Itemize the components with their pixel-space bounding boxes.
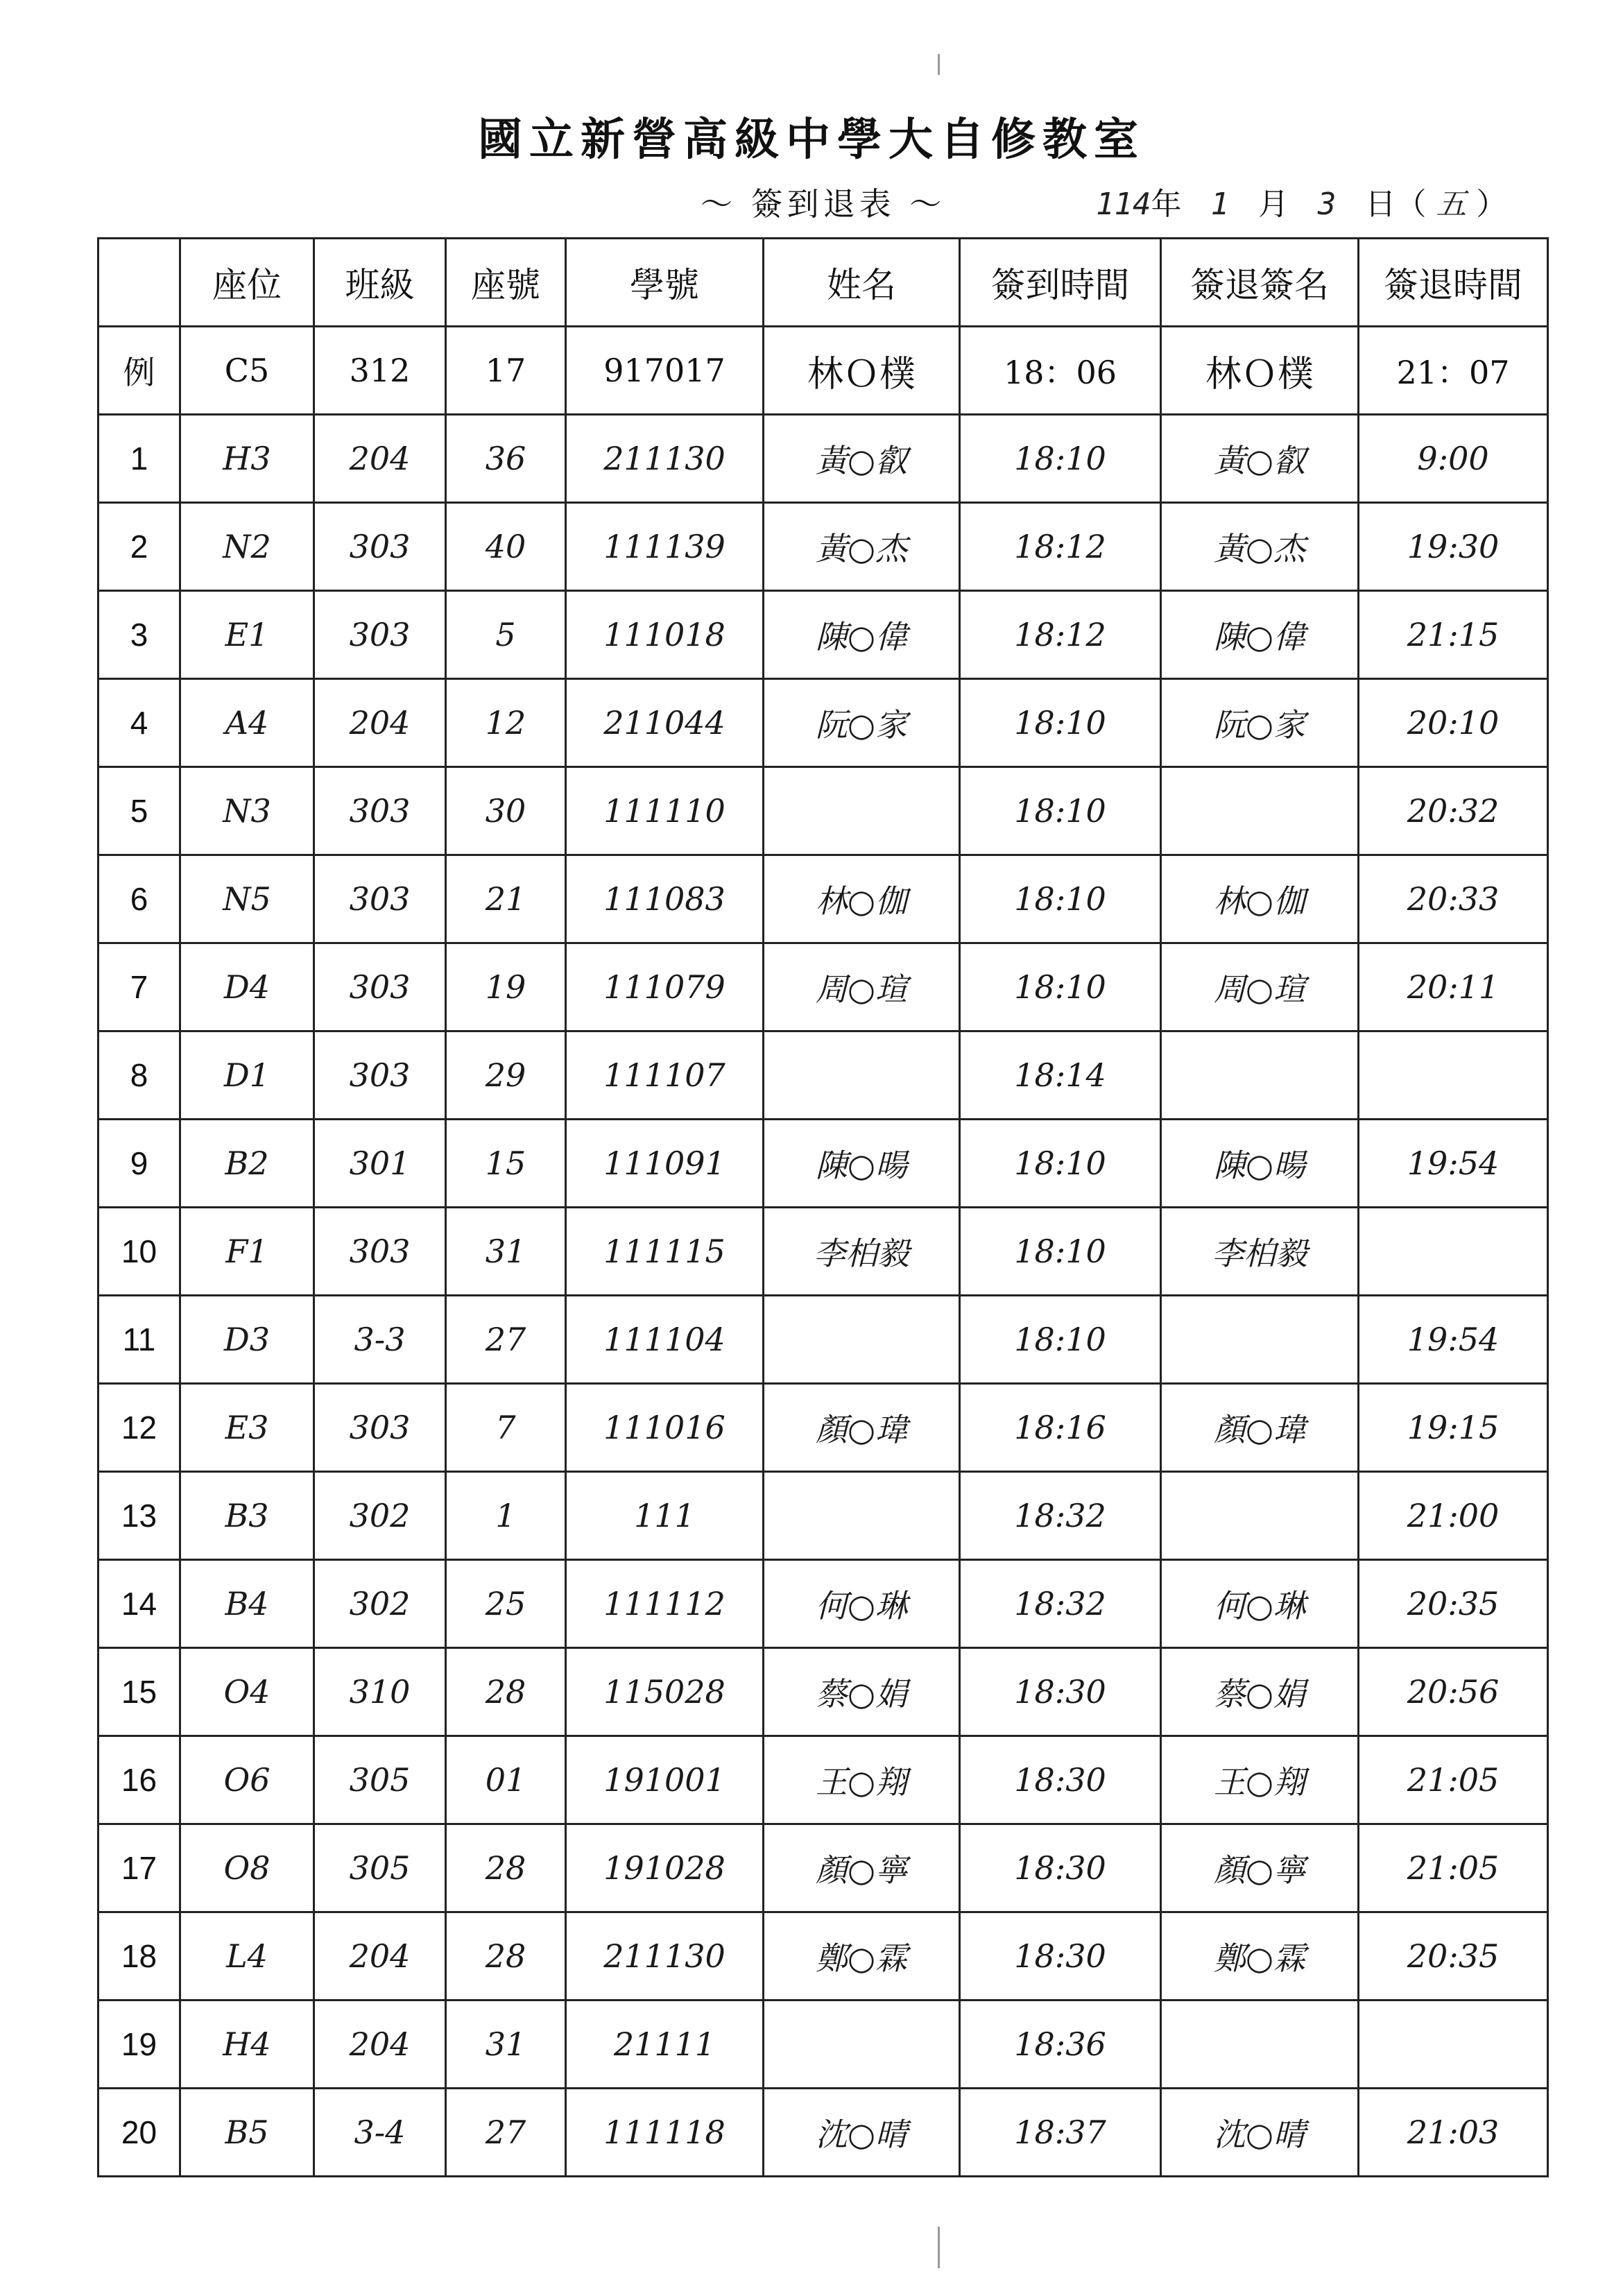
sign-out-time-cell: 20:10 [1359, 679, 1548, 767]
row-number: 11 [98, 1296, 180, 1384]
name-signature-cell [764, 1472, 960, 1560]
class-cell: 303 [314, 1384, 446, 1472]
row-number: 14 [98, 1560, 180, 1648]
row-number: 10 [98, 1208, 180, 1296]
name-signature-cell: 周○瑄 [764, 943, 960, 1031]
table-row [98, 2001, 1548, 2089]
table-row [98, 1120, 1548, 1208]
sign-in-time-cell: 18:37 [960, 2089, 1161, 2177]
class-cell: 303 [314, 767, 446, 855]
sign-out-time-cell: 21:15 [1359, 591, 1548, 679]
student-id-cell: 111016 [566, 1384, 764, 1472]
seat-cell: B4 [180, 1560, 314, 1648]
class-cell: 303 [314, 1208, 446, 1296]
name-signature-cell: 陳○暘 [764, 1120, 960, 1208]
column-header: 姓名 [764, 239, 960, 327]
seat-number-cell: 19 [446, 943, 566, 1031]
sign-in-time-cell: 18:32 [960, 1472, 1161, 1560]
sign-in-time-cell: 18:10 [960, 767, 1161, 855]
table-row [98, 1296, 1548, 1384]
name-signature-cell: 林○伽 [764, 855, 960, 943]
student-id-cell: 111104 [566, 1296, 764, 1384]
student-id-cell: 111018 [566, 591, 764, 679]
name-signature-cell: 沈○晴 [764, 2089, 960, 2177]
column-header: 簽退簽名 [1161, 239, 1359, 327]
row-number: 2 [98, 503, 180, 591]
table-row [98, 415, 1548, 503]
name-signature-cell: 阮○家 [764, 679, 960, 767]
seat-cell: D4 [180, 943, 314, 1031]
sign-in-time-cell: 18:32 [960, 1560, 1161, 1648]
example-sign-in: 18：06 [960, 327, 1161, 415]
sign-out-time-cell: 19:15 [1359, 1384, 1548, 1472]
class-cell: 303 [314, 591, 446, 679]
date-month: 1 [1210, 187, 1229, 222]
table-row [98, 1208, 1548, 1296]
table-row [98, 1472, 1548, 1560]
seat-number-cell: 28 [446, 1912, 566, 2001]
sign-out-signature-cell: 黃○叡 [1161, 415, 1359, 503]
table-row [98, 1736, 1548, 1824]
table-row [98, 679, 1548, 767]
row-number: 17 [98, 1824, 180, 1912]
column-header: 座號 [446, 239, 566, 327]
column-header: 班級 [314, 239, 446, 327]
document-title: 國立新營高級中學大自修教室 [478, 114, 1145, 166]
seat-number-cell: 28 [446, 1648, 566, 1736]
student-id-cell: 111112 [566, 1560, 764, 1648]
sign-out-signature-cell: 鄭○霖 [1161, 1912, 1359, 2001]
sign-in-time-cell: 18:10 [960, 415, 1161, 503]
sign-out-signature-cell [1161, 1296, 1359, 1384]
student-id-cell: 115028 [566, 1648, 764, 1736]
row-number: 20 [98, 2089, 180, 2177]
table-row [98, 591, 1548, 679]
name-signature-cell [764, 767, 960, 855]
row-number: 18 [98, 1912, 180, 2001]
sign-out-signature-cell [1161, 1472, 1359, 1560]
sign-in-time-cell: 18:10 [960, 1208, 1161, 1296]
seat-number-cell: 12 [446, 679, 566, 767]
seat-cell: E3 [180, 1384, 314, 1472]
seat-number-cell: 31 [446, 1208, 566, 1296]
name-signature-cell: 蔡○娟 [764, 1648, 960, 1736]
student-id-cell: 191001 [566, 1736, 764, 1824]
name-signature-cell [764, 2001, 960, 2089]
example-sign-out: 21：07 [1359, 327, 1548, 415]
name-signature-cell [764, 1296, 960, 1384]
seat-cell: N3 [180, 767, 314, 855]
seat-cell: B5 [180, 2089, 314, 2177]
row-number: 3 [98, 591, 180, 679]
sign-out-time-cell: 20:33 [1359, 855, 1548, 943]
table-row [98, 1560, 1548, 1648]
student-id-cell: 191028 [566, 1824, 764, 1912]
student-id-cell: 111115 [566, 1208, 764, 1296]
seat-cell: O8 [180, 1824, 314, 1912]
name-signature-cell: 王○翔 [764, 1736, 960, 1824]
table-row [98, 2089, 1548, 2177]
sign-out-time-cell: 21:03 [1359, 2089, 1548, 2177]
seat-cell: N2 [180, 503, 314, 591]
student-id-cell: 111083 [566, 855, 764, 943]
seat-cell: D3 [180, 1296, 314, 1384]
sign-out-time-cell [1359, 2001, 1548, 2089]
class-cell: 301 [314, 1120, 446, 1208]
date-year-unit: 年 [1151, 187, 1182, 222]
seat-cell: F1 [180, 1208, 314, 1296]
seat-cell: O6 [180, 1736, 314, 1824]
row-number: 13 [98, 1472, 180, 1560]
row-number: 12 [98, 1384, 180, 1472]
name-signature-cell: 黃○叡 [764, 415, 960, 503]
sign-out-time-cell: 20:32 [1359, 767, 1548, 855]
row-number: 15 [98, 1648, 180, 1736]
student-id-cell: 111107 [566, 1031, 764, 1120]
sign-out-signature-cell [1161, 1031, 1359, 1120]
example-seat: C5 [180, 327, 314, 415]
row-number: 5 [98, 767, 180, 855]
class-cell: 204 [314, 1912, 446, 2001]
name-signature-cell: 鄭○霖 [764, 1912, 960, 2001]
sign-in-time-cell: 18:36 [960, 2001, 1161, 2089]
seat-cell: N5 [180, 855, 314, 943]
class-cell: 3-3 [314, 1296, 446, 1384]
document-subtitle: ～ 簽到退表 ～ [701, 185, 946, 223]
sign-out-time-cell [1359, 1031, 1548, 1120]
sign-in-time-cell: 18:14 [960, 1031, 1161, 1120]
name-signature-cell: 陳○偉 [764, 591, 960, 679]
date-weekday: 五 [1436, 187, 1467, 222]
row-number: 8 [98, 1031, 180, 1120]
class-cell: 310 [314, 1648, 446, 1736]
name-signature-cell: 黃○杰 [764, 503, 960, 591]
seat-cell: A4 [180, 679, 314, 767]
student-id-cell: 111118 [566, 2089, 764, 2177]
row-number: 1 [98, 415, 180, 503]
header-row [98, 239, 1548, 327]
class-cell: 303 [314, 855, 446, 943]
sign-out-time-cell: 19:54 [1359, 1120, 1548, 1208]
name-signature-cell: 顏○瑋 [764, 1384, 960, 1472]
date-weekday-open: （ [1396, 187, 1427, 222]
seat-number-cell: 29 [446, 1031, 566, 1120]
student-id-cell: 111079 [566, 943, 764, 1031]
sign-in-time-cell: 18:12 [960, 591, 1161, 679]
class-cell: 3-4 [314, 2089, 446, 2177]
table-row [98, 767, 1548, 855]
student-id-cell: 111091 [566, 1120, 764, 1208]
sign-out-signature-cell: 李柏毅 [1161, 1208, 1359, 1296]
sign-out-signature-cell: 阮○家 [1161, 679, 1359, 767]
table-row [98, 1824, 1548, 1912]
sign-out-time-cell: 19:30 [1359, 503, 1548, 591]
seat-number-cell: 21 [446, 855, 566, 943]
seat-number-cell: 36 [446, 415, 566, 503]
student-id-cell: 111139 [566, 503, 764, 591]
date-year: 114 [1096, 187, 1151, 222]
sign-out-time-cell: 21:00 [1359, 1472, 1548, 1560]
seat-number-cell: 01 [446, 1736, 566, 1824]
sign-out-signature-cell: 蔡○娟 [1161, 1648, 1359, 1736]
class-cell: 204 [314, 415, 446, 503]
sign-out-signature-cell [1161, 767, 1359, 855]
name-signature-cell: 何○琳 [764, 1560, 960, 1648]
seat-number-cell: 27 [446, 1296, 566, 1384]
seat-cell: B2 [180, 1120, 314, 1208]
column-header: 簽到時間 [960, 239, 1161, 327]
sign-in-time-cell: 18:10 [960, 943, 1161, 1031]
sign-out-signature-cell: 沈○晴 [1161, 2089, 1359, 2177]
example-number: 17 [446, 327, 566, 415]
class-cell: 204 [314, 2001, 446, 2089]
seat-number-cell: 1 [446, 1472, 566, 1560]
class-cell: 302 [314, 1560, 446, 1648]
seat-number-cell: 31 [446, 2001, 566, 2089]
row-number: 7 [98, 943, 180, 1031]
column-header: 座位 [180, 239, 314, 327]
sign-out-time-cell: 20:35 [1359, 1912, 1548, 2001]
sign-in-time-cell: 18:16 [960, 1384, 1161, 1472]
sign-out-time-cell: 9:00 [1359, 415, 1548, 503]
class-cell: 303 [314, 1031, 446, 1120]
name-signature-cell [764, 1031, 960, 1120]
sign-out-time-cell: 20:11 [1359, 943, 1548, 1031]
sign-out-time-cell: 20:35 [1359, 1560, 1548, 1648]
sign-in-time-cell: 18:10 [960, 855, 1161, 943]
table-row [98, 1912, 1548, 2001]
sign-out-signature-cell [1161, 2001, 1359, 2089]
example-name: 林Ｏ樸 [764, 327, 960, 415]
class-cell: 303 [314, 943, 446, 1031]
row-number: 6 [98, 855, 180, 943]
sign-out-time-cell: 21:05 [1359, 1736, 1548, 1824]
sign-in-time-cell: 18:10 [960, 679, 1161, 767]
table-row [98, 855, 1548, 943]
row-number: 4 [98, 679, 180, 767]
sign-out-signature-cell: 林○伽 [1161, 855, 1359, 943]
seat-cell: H4 [180, 2001, 314, 2089]
table-row [98, 503, 1548, 591]
student-id-cell: 111 [566, 1472, 764, 1560]
class-cell: 305 [314, 1824, 446, 1912]
sign-out-time-cell: 19:54 [1359, 1296, 1548, 1384]
table-row [98, 1384, 1548, 1472]
class-cell: 204 [314, 679, 446, 767]
seat-cell: B3 [180, 1472, 314, 1560]
student-id-cell: 211130 [566, 1912, 764, 2001]
table-row [98, 1648, 1548, 1736]
sign-in-time-cell: 18:12 [960, 503, 1161, 591]
sign-out-signature-cell: 顏○寧 [1161, 1824, 1359, 1912]
sign-out-signature-cell: 陳○暘 [1161, 1120, 1359, 1208]
example-class: 312 [314, 327, 446, 415]
sign-in-time-cell: 18:30 [960, 1824, 1161, 1912]
sign-out-signature-cell: 顏○瑋 [1161, 1384, 1359, 1472]
seat-number-cell: 15 [446, 1120, 566, 1208]
scan-mark [938, 54, 940, 75]
sign-in-time-cell: 18:10 [960, 1120, 1161, 1208]
sign-out-signature-cell: 何○琳 [1161, 1560, 1359, 1648]
sign-in-time-cell: 18:30 [960, 1736, 1161, 1824]
document-date [1096, 179, 1506, 223]
row-number: 19 [98, 2001, 180, 2089]
student-id-cell: 211044 [566, 679, 764, 767]
seat-cell: H3 [180, 415, 314, 503]
seat-number-cell: 27 [446, 2089, 566, 2177]
row-number: 16 [98, 1736, 180, 1824]
date-day-unit: 日 [1365, 187, 1396, 222]
row-number: 9 [98, 1120, 180, 1208]
seat-cell: L4 [180, 1912, 314, 2001]
column-header [98, 239, 180, 327]
date-weekday-close: ） [1476, 187, 1507, 222]
sign-out-signature-cell: 陳○偉 [1161, 591, 1359, 679]
sign-out-signature-cell: 王○翔 [1161, 1736, 1359, 1824]
sign-out-time-cell: 20:56 [1359, 1648, 1548, 1736]
date-day: 3 [1317, 187, 1337, 222]
column-header: 簽退時間 [1359, 239, 1548, 327]
seat-cell: E1 [180, 591, 314, 679]
seat-number-cell: 5 [446, 591, 566, 679]
sign-out-time-cell: 21:05 [1359, 1824, 1548, 1912]
sign-in-time-cell: 18:10 [960, 1296, 1161, 1384]
class-cell: 302 [314, 1472, 446, 1560]
student-id-cell: 111110 [566, 767, 764, 855]
sign-in-time-cell: 18:30 [960, 1648, 1161, 1736]
column-header: 學號 [566, 239, 764, 327]
seat-number-cell: 7 [446, 1384, 566, 1472]
sign-in-time-cell: 18:30 [960, 1912, 1161, 2001]
name-signature-cell: 顏○寧 [764, 1824, 960, 1912]
table-row [98, 1031, 1548, 1120]
name-signature-cell: 李柏毅 [764, 1208, 960, 1296]
class-cell: 305 [314, 1736, 446, 1824]
example-sign-out-name: 林Ｏ樸 [1161, 327, 1359, 415]
scan-mark [938, 2227, 940, 2268]
seat-number-cell: 28 [446, 1824, 566, 1912]
seat-number-cell: 25 [446, 1560, 566, 1648]
class-cell: 303 [314, 503, 446, 591]
example-row [98, 327, 1548, 415]
student-id-cell: 211130 [566, 415, 764, 503]
date-month-unit: 月 [1257, 187, 1289, 222]
sign-in-table [97, 237, 1549, 2177]
sign-out-time-cell [1359, 1208, 1548, 1296]
seat-number-cell: 30 [446, 767, 566, 855]
seat-cell: O4 [180, 1648, 314, 1736]
sign-out-signature-cell: 周○瑄 [1161, 943, 1359, 1031]
sign-out-signature-cell: 黃○杰 [1161, 503, 1359, 591]
table-row [98, 943, 1548, 1031]
example-student-id: 917017 [566, 327, 764, 415]
seat-cell: D1 [180, 1031, 314, 1120]
example-label: 例 [98, 327, 180, 415]
seat-number-cell: 40 [446, 503, 566, 591]
student-id-cell: 21111 [566, 2001, 764, 2089]
